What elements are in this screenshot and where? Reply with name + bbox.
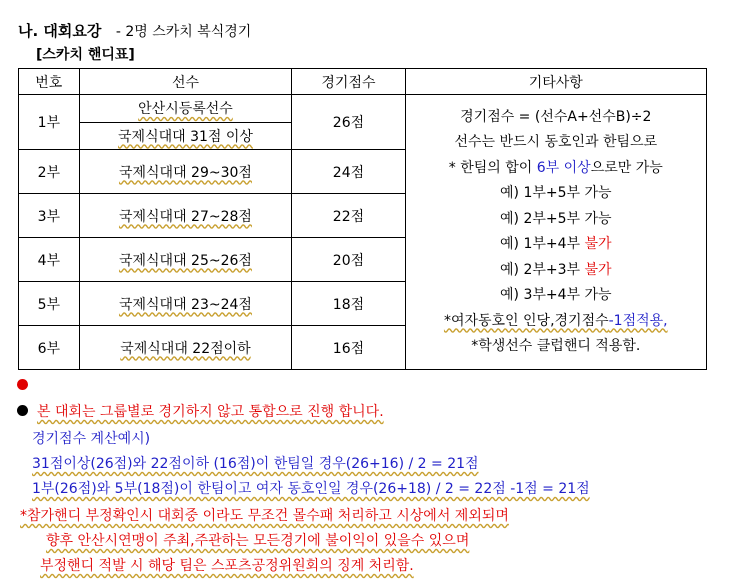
formula-text: 경기점수 = (선수A+선수B)÷2 [460,108,652,125]
rule-text [406,156,706,182]
player-text: 안산시등록선수 [138,101,233,118]
notice-text [37,401,384,421]
player-cell [79,122,292,150]
female-rule-text [406,309,706,335]
rank-cell: 5부 [19,282,80,326]
player-text: 국제식대대 27~28점 [118,208,252,225]
player-text: 국제식대대 29~30점 [118,164,252,181]
example-prefix: 예) 2부+3부 [500,261,585,278]
section-heading: 나. 대회요강 [18,22,102,40]
warning-content: *참가핸디 부정확인시 대회중 이라도 무조건 몰수패 처리하고 시상에서 제외되며 [20,508,509,524]
example-text: 예) 2부+5부 가능 [500,210,612,227]
handicap-table [18,68,707,370]
example-prefix: 예) 1부+4부 [500,236,585,252]
header-player: 선수 [79,69,292,95]
rank-cell: 3부 [19,194,80,238]
rank-cell: 4부 [19,238,80,282]
player-cell [79,150,292,194]
header-notes: 기타사항 [405,69,706,95]
example-text [406,232,706,258]
rule-suffix: 으로만 가능 [590,159,663,176]
player-text: 국제식대대 25~26점 [118,252,252,269]
warning-text [20,505,509,525]
black-bullet-icon [17,405,28,416]
score-cell: 18점 [292,282,405,326]
example-text: 예) 1부+5부 가능 [500,185,612,201]
player-cell [79,326,292,370]
example-text: 예) 3부+4부 가능 [500,287,612,303]
player-cell [79,95,292,123]
calc-example-text: 31점이상(26점)와 22점이하 (16점)이 한팀일 경우(26+16) / 2 = 21점 [32,456,479,472]
score-cell: 16점 [292,326,405,370]
section-subheading: - 2명 스카치 복식경기 [115,24,252,40]
example-status: 불가 [584,236,612,252]
score-cell: 26점 [292,95,405,150]
player-text: 국제식대대 22점이하 [120,340,251,357]
calc-example [32,453,479,473]
student-rule-text: *학생선수 클럽핸디 적용함. [471,338,641,354]
score-cell: 22점 [292,194,405,238]
rank-cell: 6부 [19,326,80,370]
player-cell [79,194,292,238]
warning-content: 향후 안산시연맹이 주최,주관하는 모든경기에 불이익이 있을수 있으며 [46,533,470,549]
player-text: 국제식대대 31점 이상 [118,128,253,145]
example-status: 불가 [584,261,612,278]
rank-cell: 2부 [19,150,80,194]
example-text [406,258,706,284]
score-cell: 24점 [292,150,405,194]
rule-highlight: 6부 이상 [536,159,591,176]
rule-prefix: * 한팀의 합이 [448,159,537,176]
rule-text: 선수는 반드시 동호인과 한팀으로 [454,134,658,150]
player-cell [79,282,292,326]
table-header-row [19,69,707,95]
calc-example-text: 1부(26점)와 5부(18점)이 한팀이고 여자 동호인일 경우(26+18) / 2 = 22점 -1점 = 21점 [32,481,590,497]
female-rule-highlight: -1점적용, [608,312,668,329]
score-cell: 20점 [292,238,405,282]
calc-title: 경기점수 계산예시) [32,431,151,447]
notice-content: 본 대회는 그룹별로 경기하지 않고 통합으로 진행 합니다. [37,404,384,420]
calc-example [32,478,590,498]
table-row [19,95,707,123]
red-bullet-icon [17,379,28,390]
warning-text [40,555,414,575]
table-title: [스카치 핸디표] [36,47,135,63]
warning-content: 부정핸디 적발 시 해당 팀은 스포츠공정위원회의 징계 처리함. [40,558,414,574]
section-title [18,20,251,41]
header-rank: 번호 [19,69,80,95]
notes-cell [405,95,706,370]
player-cell [79,238,292,282]
warning-text [46,530,469,550]
rank-cell: 1부 [19,95,80,150]
female-rule-prefix: *여자동호인 인당,경기점수 [443,312,609,329]
header-score: 경기점수 [292,69,405,95]
player-text: 국제식대대 23~24점 [118,296,252,313]
